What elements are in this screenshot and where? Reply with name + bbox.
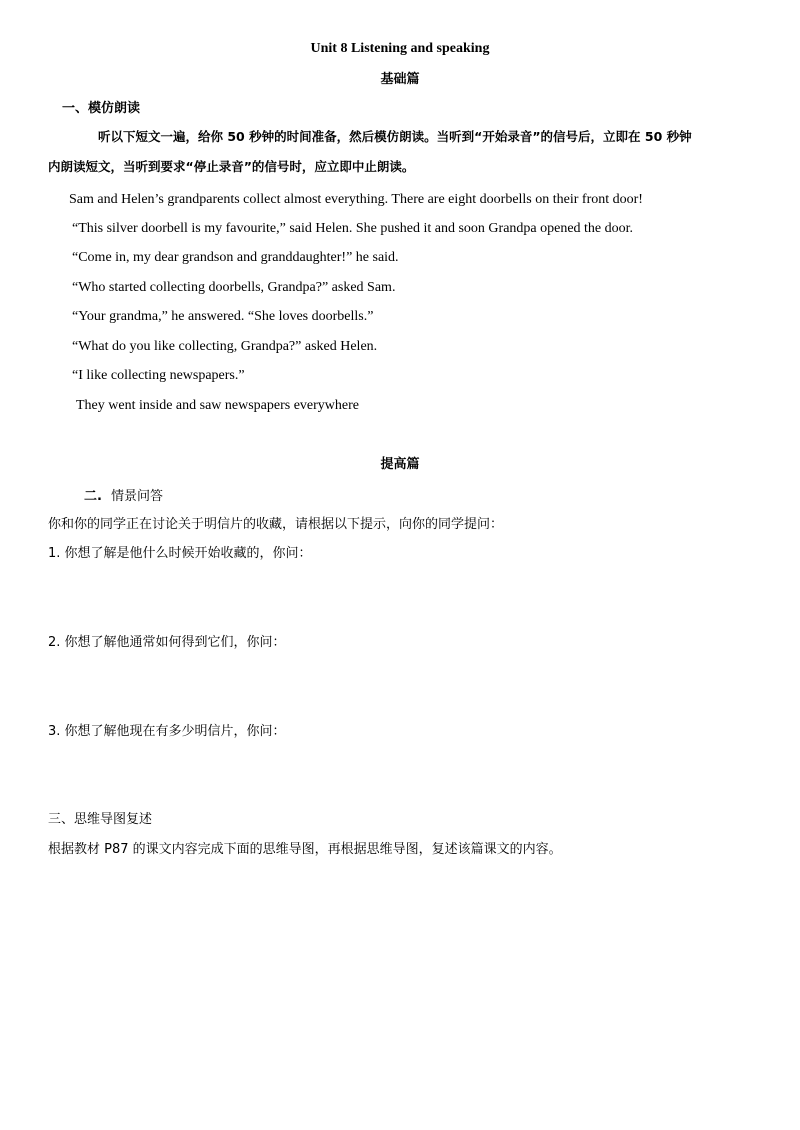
part3-heading: 三、思维导图复述: [48, 812, 153, 827]
part1-instruction-line2: 内朗读短文，当听到要求“停止录音”的信号时，应立即中止朗读。: [48, 159, 415, 174]
part2-heading-text: 情景问答: [111, 489, 164, 504]
part3-instruction: 根据教材 P87 的课文内容完成下面的思维导图，再根据思维导图，复述该篇课文的内容。: [48, 842, 562, 857]
question-1: 1. 你想了解是他什么时候开始收藏的，你问：: [48, 546, 312, 561]
part2-intro: 你和你的同学正在讨论关于明信片的收藏，请根据以下提示，向你的同学提问：: [48, 517, 504, 532]
section-advanced-title: 提高篇: [380, 457, 420, 472]
part1-heading: 一、模仿朗读: [62, 101, 141, 116]
passage-line: They went inside and saw newspapers everywhere: [76, 398, 360, 413]
passage-line: “Who started collecting doorbells, Grandpa?” asked Sam.: [72, 280, 396, 295]
unit-title: Unit 8 Listening and speaking: [310, 41, 490, 56]
passage-line: “This silver doorbell is my favourite,” said Helen. She pushed it and soon Grandpa opened the door.: [72, 221, 634, 236]
passage-line: “Your grandma,” he answered. “She loves doorbells.”: [72, 309, 374, 324]
part2-heading: [84, 487, 163, 503]
passage-line: Sam and Helen’s grandparents collect almost everything. There are eight doorbells on their front door!: [69, 192, 643, 207]
section-basic-title: 基础篇: [380, 72, 420, 87]
passage-line: “Come in, my dear grandson and granddaughter!” he said.: [72, 250, 399, 265]
question-2: 2. 你想了解他通常如何得到它们，你问：: [48, 635, 286, 650]
passage-line: “I like collecting newspapers.”: [72, 368, 245, 383]
question-3: 3. 你想了解他现在有多少明信片，你问：: [48, 724, 286, 739]
part2-heading-number: 二.: [84, 489, 102, 504]
passage-line: “What do you like collecting, Grandpa?” asked Helen.: [72, 339, 378, 354]
part1-instruction-line1: 听以下短文一遍，给你 50 秒钟的时间准备，然后模仿朗读。当听到“开始录音”的信号后，立即在 50 秒钟: [98, 129, 692, 144]
